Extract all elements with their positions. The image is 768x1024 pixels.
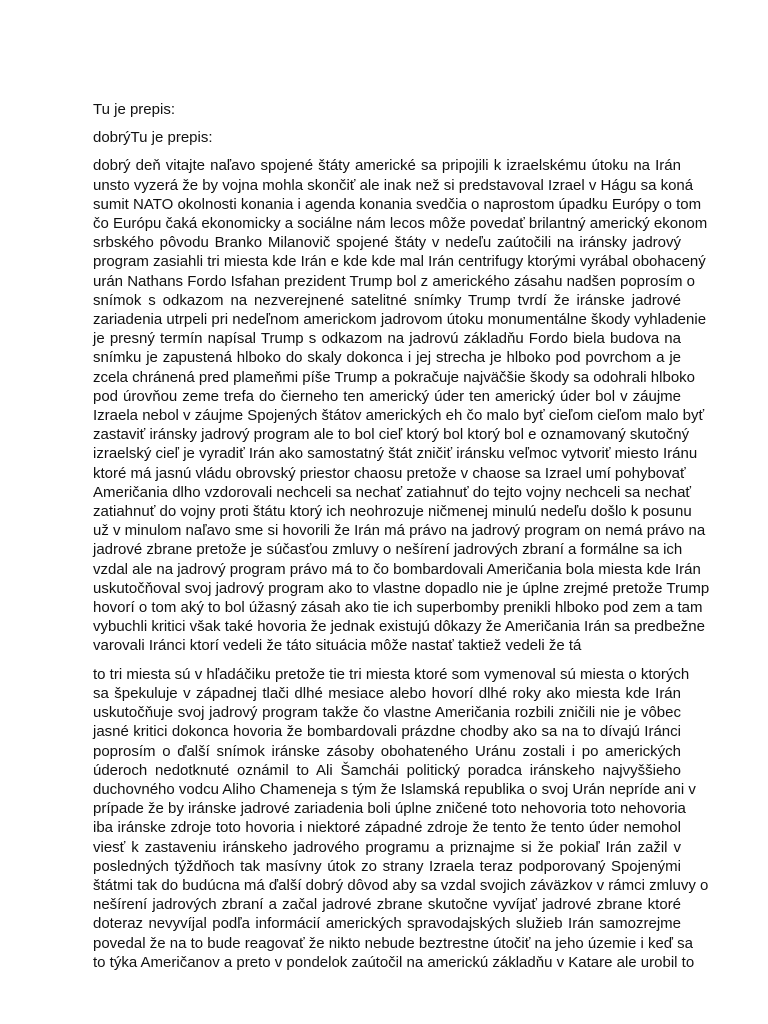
paragraph-line: to týka Američanov a preto v pondelok zaútočil na americkú základňu v Katare ale urobil to <box>93 953 695 971</box>
paragraph-line: dobrý deň vitajte naľavo spojené štáty americké sa pripojili k izraelskému útoku na Irán <box>93 157 681 175</box>
paragraph-line: prípade že by iránske jadrové zariadenia boli úplne zničené toto nehovoria toto nehovoria <box>93 800 686 818</box>
paragraph-line: zastaviť iránsky jadrový program ale to bol cieľ ktorý bol ktorý bol e oznamovaný skutočný <box>93 426 690 444</box>
paragraph-line: izraelský cieľ je vyradiť Irán ako samostatný štát zničiť iránsku veľmoc vytvoriť miesto Iránu <box>93 445 698 463</box>
paragraph-line: vybuchli kritici však také hovoria že jednak existujú dôkazy že Američania Irán sa predbežne <box>93 618 705 636</box>
paragraph-line: posledných týždňoch tak masívny útok zo strany Izraela teraz podporovaný Spojenými <box>93 857 681 875</box>
paragraph-line: hovorí o tom aký to bol úžasný zásah ako tie ich superbomby prenikli hlboko pod zem a tam <box>93 599 703 617</box>
paragraph-line: urán Nathans Fordo Isfahan prezident Trump bol z amerického zásahu nadšen poprosím o <box>93 272 696 290</box>
paragraph-line: varovali Iránci ktorí vedeli že táto situácia môže nastať taktiež vedeli že tá <box>93 637 582 655</box>
paragraph-line: poprosím o ďalší snímok iránske zásoby obohateného Uránu zostali i po amerických <box>93 742 681 760</box>
heading: Tu je prepis: <box>93 101 175 118</box>
paragraph-line: povedal že na to bude reagovať že nikto nebude beztrestne útočiť na jeho územie i keď sa <box>93 934 694 952</box>
paragraph-line: je presný termín napísal Trump s odkazom na jadrovú základňu Fordo biela budova na <box>93 330 681 348</box>
paragraph-line: štátmi tak do budúcna má ďalší dobrý dôvod aby sa vzdal svojich záväzkov v rámci zmluvy o <box>93 876 709 894</box>
paragraph <box>93 156 710 655</box>
paragraph <box>93 665 709 972</box>
paragraph-line: sumit NATO okolnosti konania i agenda konania svedčia o naprostom úpadku Európy o tom <box>93 195 702 213</box>
paragraph-line: snímku je zapustená hlboko do skaly dokonca i jej strecha je hlboko pod povrchom a je <box>93 349 681 367</box>
paragraph-line: vzdal ale na jadrový program právo má to čo bombardovali Američania bola miesta kde Irán <box>93 560 701 578</box>
paragraph-line: pod úrovňou zeme trefa do čierneho ten americký úder ten americký úder bol v záujme <box>93 387 681 405</box>
paragraph-line: program zasiahli tri miesta kde Irán e kde kde mal Irán centrifugy ktorými vyrábal obohacený <box>93 253 706 271</box>
paragraph-line: zatiahnuť do vojny proti štátu ktorý ich neohrozuje ničmenej minulú nedeľu došlo k posunu <box>93 503 692 521</box>
paragraph-line: zcela chránená pred plameňmi píše Trump a pokračuje najväčšie škody sa odohrali hlboko <box>93 368 695 386</box>
paragraph-line: iba iránske zdroje toto hovoria i niektoré západné zdroje že tento že tento úder nemohol <box>93 819 681 837</box>
paragraph-line: úderoch nedotknuté oznámil to Ali Šamchái politický poradca iránskeho najvyššieho <box>93 761 681 779</box>
paragraph-line: uskutočňoval svoj jadrový program ako to vlastne dopadlo nie je úplne zrejmé pretože Trump <box>93 579 710 597</box>
paragraph-line: uskutočňuje svoj jadrový program takže čo vlastne Američania rozbili zničili nie je vôbec <box>93 704 681 722</box>
paragraph-line: unsto vyzerá že by vojna mohla skončiť ale inak než si predstavoval Izrael v Hágu sa koná <box>93 176 694 194</box>
paragraph-line: Američania dlho vzdorovali nechceli sa nechať zatiahnuť do tejto vojny nechceli sa nechať <box>93 483 692 501</box>
paragraph-line: ktoré má jasnú vládu obrovský priestor chaosu pretože v chaose sa Izrael umí pohybovať <box>93 464 686 482</box>
paragraph-line: zariadenia utrpeli pri nedeľnom americkom jadrovom útoku monumentálne škody vyhladenie <box>93 311 707 329</box>
paragraph-line: Izraela nebol v záujme Spojených štátov amerických eh čo malo byť cieľom cieľom malo byť <box>93 407 705 425</box>
paragraph-line: snímok s odkazom na nezverejnené satelitné snímky Trump tvrdí že iránske jadrové <box>93 291 681 309</box>
paragraph-line: sa špekuluje v západnej tlači dlhé mesiace alebo hovorí dlhé roky ako miesta kde Irán <box>93 684 681 702</box>
paragraph-line: jasné kritici dokonca hovoria že bombardovali prázdne chodby ako sa na to dívajú Iránci <box>93 723 681 741</box>
transcript-body <box>93 156 710 972</box>
paragraph-line: už v minulom naľavo sme si hovorili že Irán má právo na jadrový program on nemá právo na <box>93 522 706 540</box>
paragraph-line: čo Európu čaká ekonomicky a sociálne nám lecos môže povedať brilantný americký ekonom <box>93 215 708 233</box>
paragraph-line: nešírení jadrových zbraní a začal jadrové zbrane skutočne vyvíjať jadrové zbrane ktoré <box>93 896 681 914</box>
paragraph-line: to tri miesta sú v hľadáčiku pretože tie tri miesta ktoré som vymenoval sú miesta o ktorých <box>93 665 690 683</box>
paragraph-line: srbského pôvodu Branko Milanovič spojené štáty v nedeľu zaútočili na iránsky jadrový <box>93 234 681 252</box>
paragraph-line: viesť k zastaveniu iránskeho jadrového programu a priznajme si že pokiaľ Irán zažil v <box>93 838 681 856</box>
paragraph-line: duchovného vodcu Aliho Chameneja s tým že Islamská republika o svoj Urán nepríde ani v <box>93 780 696 798</box>
subheading: dobrýTu je prepis: <box>93 129 213 147</box>
paragraph-line: doteraz nevyvíjal podľa informácií amerických spravodajských služieb Irán samozrejme <box>93 915 681 933</box>
transcript-document <box>93 100 710 981</box>
paragraph-line: jadrové zbrane pretože je súčasťou zmluvy o nešírení jadrových zbraní a formálne sa ich <box>93 541 683 559</box>
